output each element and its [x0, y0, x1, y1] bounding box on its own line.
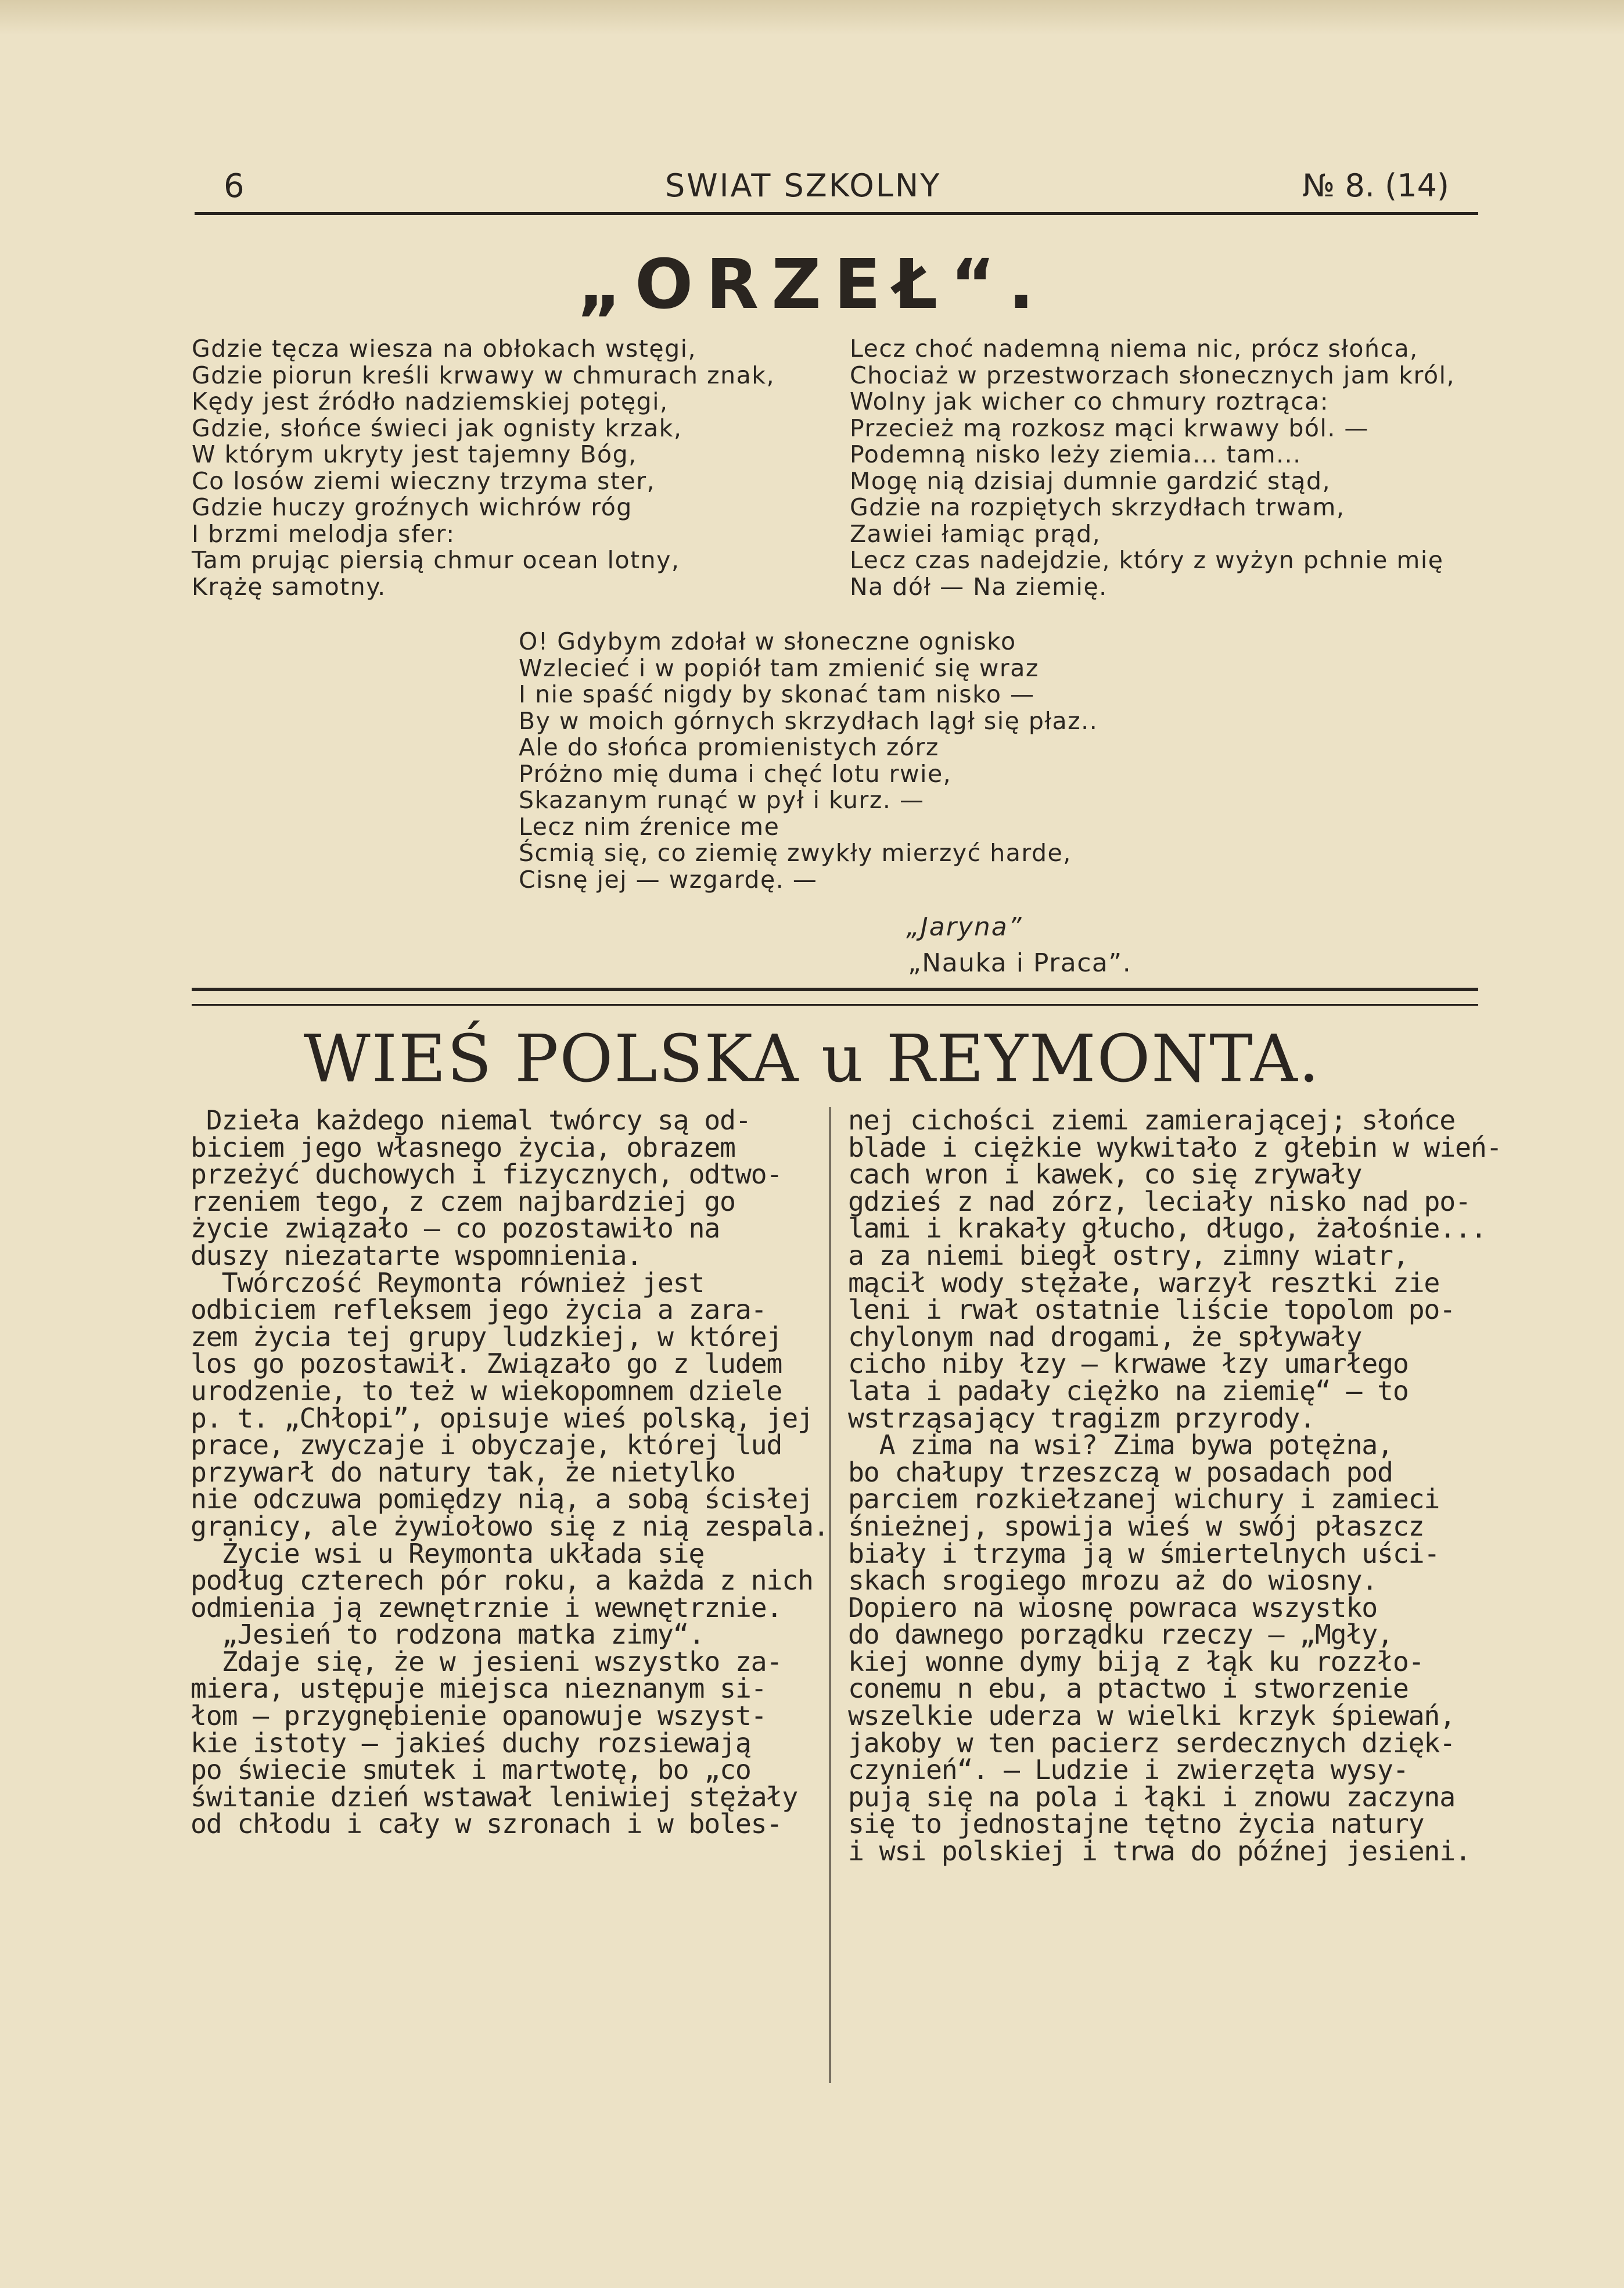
- poem-stanza-right: Lecz choć nademną niema nic, prócz słońca, Chociaż w przestworzach słonecznych jam król, Wolny jak wicher co chmury roztrąca: Przecież mą rozkosz mąci krwawy ból. — Podemną nisko leży ziemia... tam... Mogę nią dzisiaj dumnie gardzić stąd, Gdzie na rozpiętych skrzydłach trwam, Zawiei łamiąc prąd, Lecz czas nadejdzie, który z wyżyn pchnie mię Na dół — Na ziemię.: [850, 335, 1455, 601]
- poem-stanza-left: Gdzie tęcza wiesza na obłokach wstęgi, Gdzie piorun kreśli krwawy w chmurach znak, Kędy jest źródło nadziemskiej potęgi, Gdzie, słońce świeci jak ognisty krzak, W którym ukryty jest tajemny Bóg, Co losów ziemi wieczny trzyma ster, Gdzie huczy groźnych wichrów róg I brzmi melodja sfer: Tam prując piersią chmur ocean lotny, Krążę samotny.: [192, 335, 775, 601]
- issue-number: № 8. (14): [1302, 167, 1449, 204]
- section-divider: [192, 988, 1478, 1006]
- article-column-left: Dzieła każdego niemal twórcy są od- biciem jego własnego życia, obrazem przeżyć duchowych i fizycznych, odtwo- rzeniem tego, z czem najbardziej go życie związało — co pozostawiło na duszy niezatarte wspomnienia. Twórczość Reymonta również jest odbiciem refleksem jego życia a zara- zem życia tej grupy ludzkiej, w której los go pozostawił. Związało go z ludem urodzenie, to też w wiekopomnem dziele p. t. „Chłopi”, opisuje wieś polską, jej prace, zwyczaje i obyczaje, której lud przywarł do natury tak, że nietylko nie odczuwa pomiędzy nią, a sobą ścisłej granicy, ale żywiołowo się z nią zespala. Życie wsi u Reymonta układa się podług czterech pór roku, a każda z nich odmienia ją zewnętrznie i wewnętrznie. „Jesień to rodzona matka zimy“. Zdaje się, że w jesieni wszystko za- miera, ustępuje miejsca nieznanym si- łom — przygnębienie opanowuje wszyst- kie istoty — jakieś duchy rozsiewają po świecie smutek i martwotę, bo „co świtanie dzień wstawał leniwiej stężały od chłodu i cały w szronach i w boles-: [191, 1104, 829, 1840]
- page-header: [195, 163, 1478, 215]
- poem-author: „Jaryna”: [906, 912, 1023, 942]
- page-number: 6: [224, 167, 245, 205]
- article-column-right: nej cichości ziemi zamierającej; słońce blade i ciężkie wykwitało z głebin w wień- cach wron i kawek, co się zrywały gdzieś z nad zórz, leciały nisko nad po- lami i krakały głucho, długo, żałośnie... a za niemi biegł ostry, zimny wiatr, mącił wody stężałe, warzył resztki zie leni i rwał ostatnie liście topolom po- chylonym nad drogami, że spływały cicho niby łzy — krwawe łzy umarłego lata i padały ciężko na ziemię“ — to wstrząsający tragizm przyrody. A zima na wsi? Zima bywa potężna, bo chałupy trzeszczą w posadach pod parciem rozkiełzanej wichury i zamieci śnieżnej, spowija wieś w swój płaszcz biały i trzyma ją w śmiertelnych uści- skach srogiego mrozu aż do wiosny. Dopiero na wiosnę powraca wszystko do dawnego porządku rzeczy — „Mgły, kiej wonne dymy biją z łąk ku rozzło- conemu n ebu, a ptactwo i stworzenie wszelkie uderza w wielki krzyk śpiewań, jakoby w ten pacierz serdecznych dzięk- czynień“. — Ludzie i zwierzęta wysy- pują się na pola i łąki i znowu zaczyna się to jednostajne tętno życia natury i wsi polskiej i trwa do późnej jesieni.: [848, 1104, 1502, 1867]
- poem-stanza-center: O! Gdybym zdołał w słoneczne ognisko Wzlecieć i w popiół tam zmienić się wraz I nie spaść nigdy by skonać tam nisko — By w moich górnych skrzydłach lągł się płaz.. Ale do słońca promienistych zórz Próżno mię duma i chęć lotu rwie, Skazanym runąć w pył i kurz. — Lecz nim źrenice me Ścmią się, co ziemię zwykły mierzyć harde, Cisnę jej — wzgardę. —: [519, 627, 1098, 894]
- page-fold-shadow: [0, 0, 1624, 35]
- poem-title: „ORZEŁ“.: [577, 244, 1047, 324]
- column-divider: [829, 1107, 831, 2083]
- header-rule: [195, 212, 1478, 215]
- article-title: WIEŚ POLSKA u REYMONTA.: [303, 1021, 1321, 1097]
- poem-source: „Nauka i Praca”.: [908, 948, 1132, 978]
- journal-title: SWIAT SZKOLNY: [665, 167, 942, 204]
